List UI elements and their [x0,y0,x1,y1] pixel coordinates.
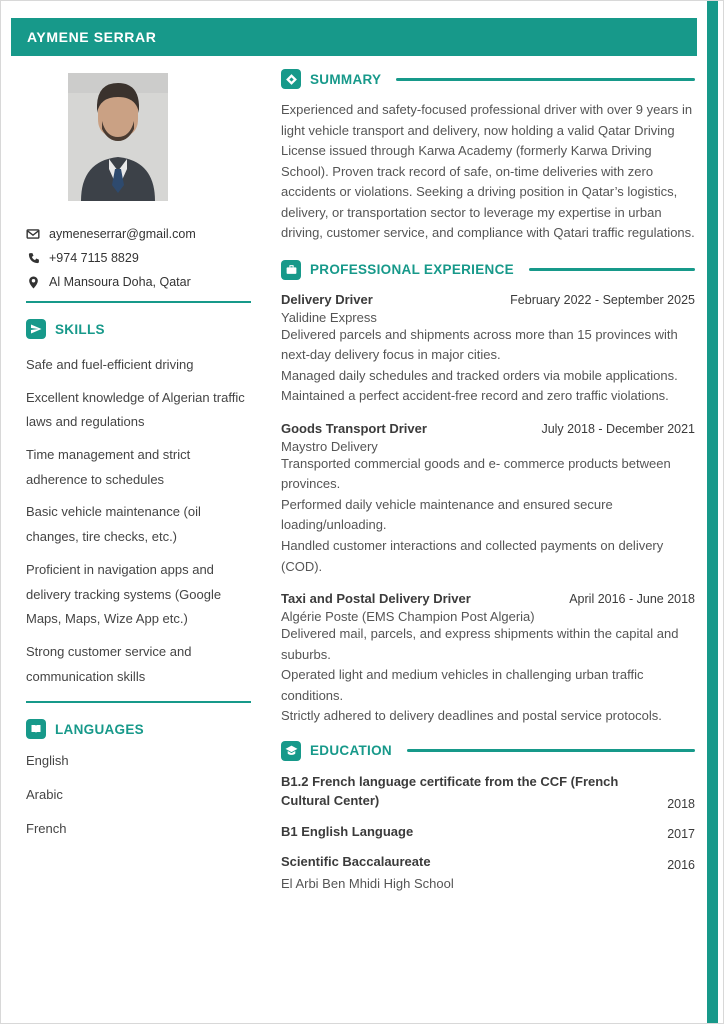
language-item: Arabic [26,787,63,803]
skill-item: Basic vehicle maintenance (oil changes, tire checks, etc.) [26,504,201,545]
email-text: aymeneserrar@gmail.com [49,227,196,241]
job-detail: Managed daily schedules and tracked orders via mobile applications. [281,367,678,383]
skill-item: Safe and fuel-efficient driving [26,357,194,372]
languages-list [26,753,263,836]
job-title: Goods Transport Driver [281,420,427,436]
profile-photo-placeholder [68,73,168,201]
degree-title: B1 English Language [281,823,414,839]
phone-icon [26,251,40,265]
summary-text: Experienced and safety-focused professional driver with over 9 years in light vehicle transport and delivery, now holding a valid Qatar Driving License issued through Karwa Academy (formerly Karwa Driving School). Proven track record of safe, on-time deliveries with zero accidents or violations. Seeking a driving position in Qatar’s logistics, delivery, or transportation sector to leverage my expertise in urban driving, customer service, and compliance with Qatari traffic regulations. [281,102,695,241]
job-company: Yalidine Express [281,309,377,325]
job-company: Algérie Poste (EMS Champion Post Algeria) [281,609,535,625]
job-company: Maystro Delivery [281,438,378,454]
summary-section [281,69,695,244]
summary-heading [281,69,695,89]
job-detail: Maintained a perfect accident-free record and zero traffic violations. [281,388,669,404]
section-rule [529,268,695,271]
profile-photo [68,73,168,201]
job-dates: July 2018 - December 2021 [541,421,695,436]
contact-section [26,227,263,289]
experience-entry [281,421,695,577]
sidebar [26,73,263,855]
job-detail: Delivered parcels and shipments across more than 15 provinces with next-day delivery focus in major cities. [281,326,678,363]
degree-year: 2017 [667,827,695,842]
sidebar-divider [26,301,251,303]
section-rule [396,78,695,81]
degree-school: El Arbi Ben Mhidi High School [281,875,454,891]
degree-year: 2016 [667,857,695,872]
section-rule [407,749,695,752]
job-title: Taxi and Postal Delivery Driver [281,591,471,607]
education-entry [281,772,695,811]
job-detail: Operated light and medium vehicles in challenging urban traffic conditions. [281,667,644,703]
email-icon [26,227,40,241]
education-entry [281,852,695,891]
skill-item: Proficient in navigation apps and delivery tracking systems (Google Maps, Maps, Wize App etc.) [26,561,222,627]
location-text: Al Mansoura Doha, Qatar [49,275,191,289]
experience-section [281,260,695,727]
languages-icon [26,719,46,739]
languages-title: LANGUAGES [55,721,144,737]
degree-year: 2018 [667,796,695,811]
skills-icon [26,319,46,339]
language-item: French [26,821,67,837]
job-dates: February 2022 - September 2025 [510,292,695,307]
skill-item: Strong customer service and communication skills [26,643,192,684]
experience-heading [281,260,695,280]
job-detail: Performed daily vehicle maintenance and ensured secure loading/unloading. [281,496,613,533]
skill-item: Time management and strict adherence to schedules [26,447,191,487]
main-column [281,69,695,905]
experience-entry [281,292,695,407]
briefcase-icon [281,260,301,280]
contact-location-row [26,275,263,289]
language-item: English [26,753,69,769]
skills-title: SKILLS [55,321,105,337]
candidate-name: AYMENE SERRAR [27,29,157,45]
languages-heading [26,719,263,739]
name-header [11,18,697,56]
education-section [281,741,695,891]
education-heading [281,741,695,761]
skills-list [26,353,263,689]
degree-title: B1.2 French language certificate from the CCF (French Cultural Center) [281,773,619,809]
contact-email-row [26,227,263,241]
contact-phone-row [26,251,263,265]
job-detail: Handled customer interactions and collected payments on delivery (COD). [281,537,664,574]
job-detail: Transported commercial goods and e- commerce products between provinces. [281,455,671,492]
job-detail: Strictly adhered to delivery deadlines and postal service protocols. [281,708,662,724]
summary-title: SUMMARY [310,71,382,87]
experience-entry [281,591,695,727]
job-dates: April 2016 - June 2018 [569,592,695,607]
education-entry [281,822,695,842]
location-pin-icon [26,275,40,289]
education-title: EDUCATION [310,743,392,759]
summary-icon [281,69,301,89]
degree-title: Scientific Baccalaureate [281,854,431,870]
skill-item: Excellent knowledge of Algerian traffic laws and regulations [26,389,245,430]
graduation-cap-icon [281,741,301,761]
sidebar-divider [26,701,251,703]
experience-title: PROFESSIONAL EXPERIENCE [310,262,514,278]
skills-heading [26,319,263,339]
job-title: Delivery Driver [281,291,373,307]
phone-text: +974 7115 8829 [49,251,139,265]
job-detail: Delivered mail, parcels, and express shipments within the capital and suburbs. [281,626,679,662]
accent-stripe [707,1,718,1023]
